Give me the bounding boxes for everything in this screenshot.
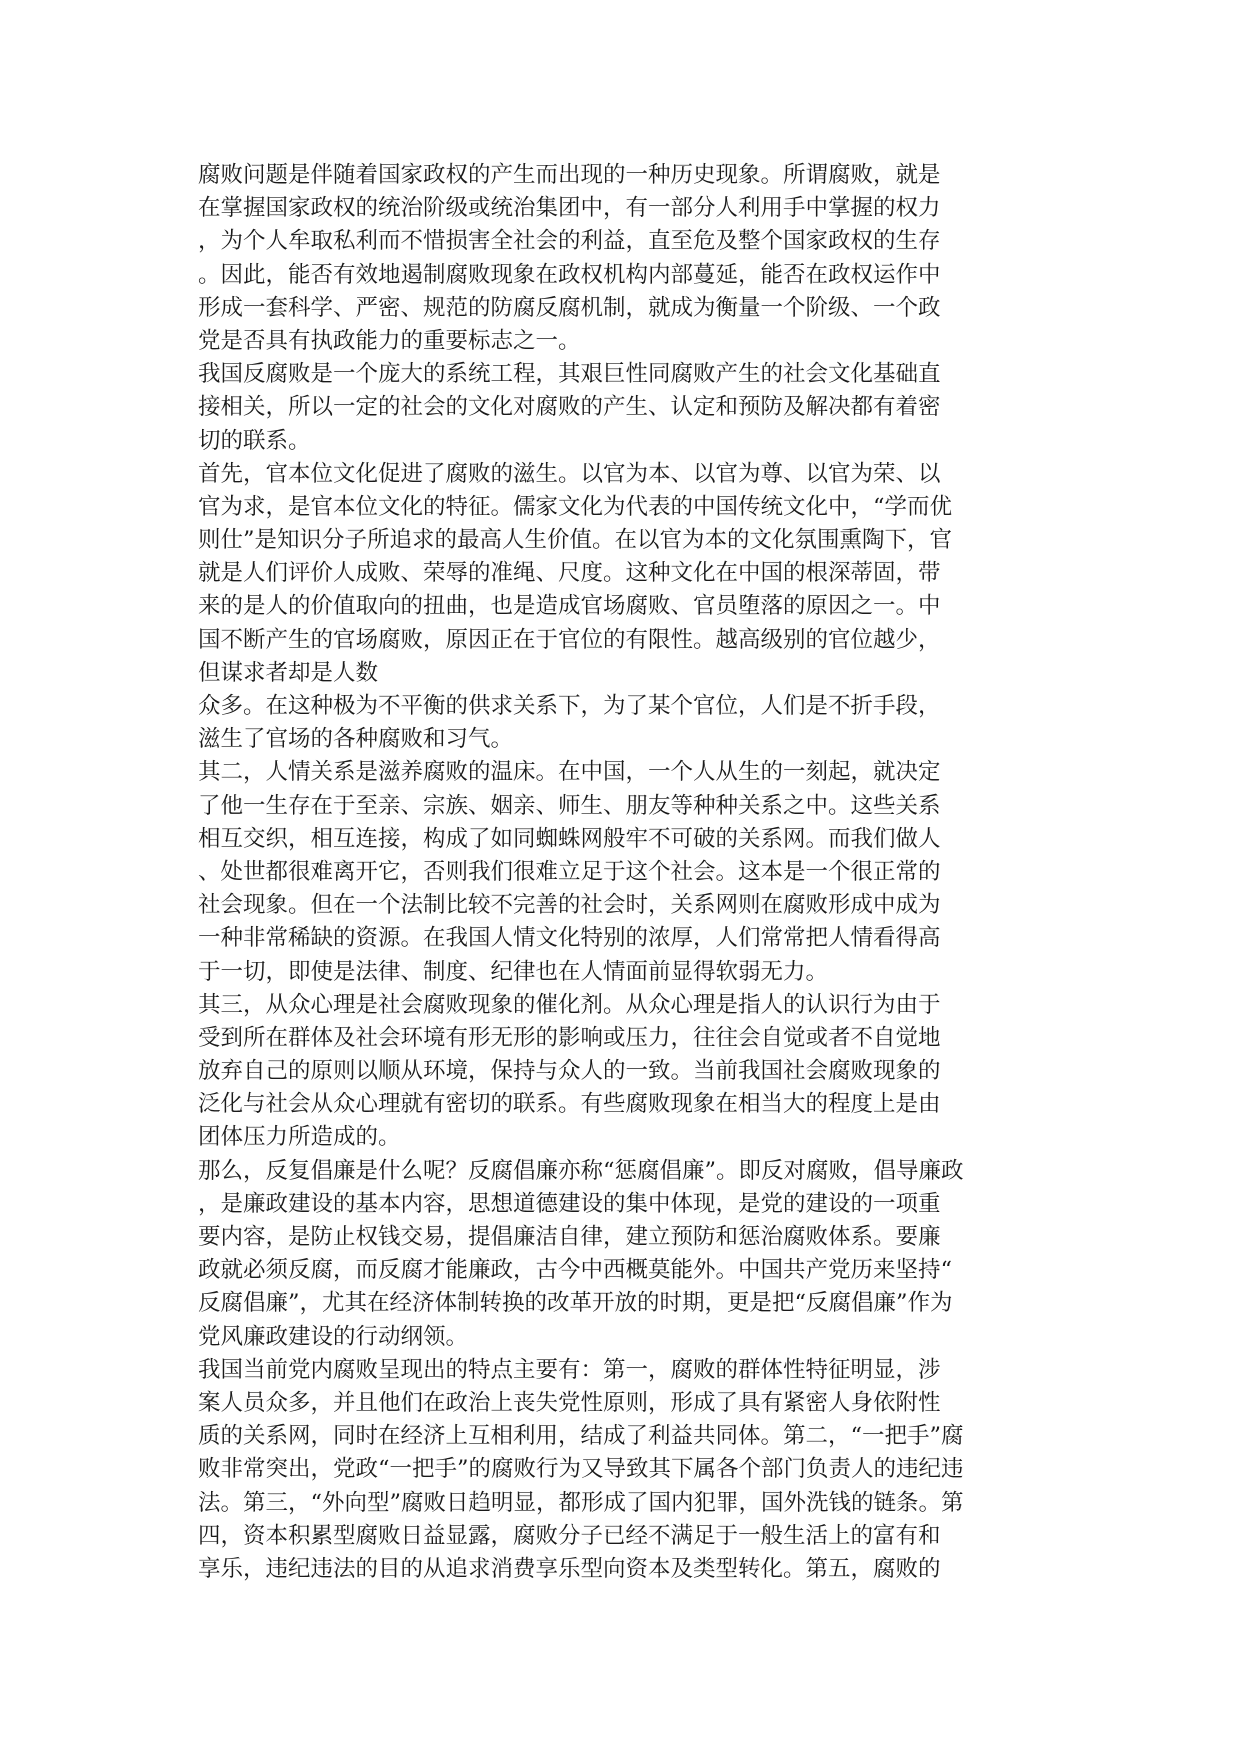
text-line: 我国反腐败是一个庞大的系统工程，其艰巨性同腐败产生的社会文化基础直 [198,361,941,388]
text-line: 其三，从众心理是社会腐败现象的催化剂。从众心理是指人的认识行为由于 [198,991,941,1018]
text-line: 泛化与社会从众心理就有密切的联系。有些腐败现象在相当大的程度上是由 [198,1091,941,1118]
text-line: 法。第三，“外向型”腐败日趋明显，都形成了国内犯罪，国外洗钱的链条。第 [198,1489,964,1516]
text-line: 在掌握国家政权的统治阶级或统治集团中，有一部分人利用手中掌握的权力 [198,195,941,222]
text-line: 众多。在这种极为不平衡的供求关系下，为了某个官位，人们是不折手段， [198,693,941,719]
text-line: 就是人们评价人成败、荣辱的准绳、尺度。这种文化在中国的根深蒂固，带 [198,560,941,587]
text-line: 那么，反复倡廉是什么呢？反腐倡廉亦称“惩腐倡廉”。即反对腐败，倡导廉政 [198,1157,964,1184]
text-line: 国不断产生的官场腐败，原因正在于官位的有限性。越高级别的官位越少， [198,626,941,653]
text-line: 败非常突出，党政“一把手”的腐败行为又导致其下属各个部门负责人的违纪违 [198,1456,964,1483]
text-line: 政就必须反腐，而反腐才能廉政，古今中西概莫能外。中国共产党历来坚持“ [198,1257,953,1284]
text-line: 其二，人情关系是滋养腐败的温床。在中国，一个人从生的一刻起，就决定 [198,759,941,786]
text-line: 要内容，是防止权钱交易，提倡廉洁自律，建立预防和惩治腐败体系。要廉 [198,1224,941,1250]
text-line: 一种非常稀缺的资源。在我国人情文化特别的浓厚，人们常常把人情看得高 [198,925,941,952]
text-line: 首先，官本位文化促进了腐败的滋生。以官为本、以官为尊、以官为荣、以 [198,460,941,487]
text-line: ，是廉政建设的基本内容，思想道德建设的集中体现，是党的建设的一项重 [198,1190,941,1217]
text-line: 四，资本积累型腐败日益显露，腐败分子已经不满足于一般生活上的富有和 [198,1522,941,1549]
text-line: 、处世都很难离开它，否则我们很难立足于这个社会。这本是一个很正常的 [198,858,941,885]
text-line: 滋生了官场的各种腐败和习气。 [198,726,514,753]
text-line: 社会现象。但在一个法制比较不完善的社会时，关系网则在腐败形成中成为 [198,892,941,919]
document-body [198,159,1038,1586]
text-line: 接相关，所以一定的社会的文化对腐败的产生、认定和预防及解决都有着密 [198,394,941,421]
text-line: 腐败问题是伴随着国家政权的产生而出现的一种历史现象。所谓腐败，就是 [198,162,941,188]
text-line: 则仕”是知识分子所追求的最高人生价值。在以官为本的文化氛围熏陶下，官 [198,527,953,554]
text-line: 质的关系网，同时在经济上互相利用，结成了利益共同体。第二，“一把手”腐 [198,1423,964,1450]
text-line: 于一切，即使是法律、制度、纪律也在人情面前显得软弱无力。 [198,958,829,985]
text-line: 我国当前党内腐败呈现出的特点主要有：第一，腐败的群体性特征明显，涉 [198,1356,941,1383]
text-line: 放弃自己的原则以顺从环境，保持与众人的一致。当前我国社会腐败现象的 [198,1058,941,1085]
text-line: 案人员众多，并且他们在政治上丧失党性原则，形成了具有紧密人身依附性 [198,1389,941,1416]
text-line: 反腐倡廉”，尤其在经济体制转换的改革开放的时期，更是把“反腐倡廉”作为 [198,1290,953,1317]
text-line: ，为个人牟取私利而不惜损害全社会的利益，直至危及整个国家政权的生存 [198,228,941,255]
text-line: 受到所在群体及社会环境有形无形的影响或压力，往往会自觉或者不自觉地 [198,1024,941,1051]
text-line: 形成一套科学、严密、规范的防腐反腐机制，就成为衡量一个阶级、一个政 [198,294,941,321]
text-line: 官为求，是官本位文化的特征。儒家文化为代表的中国传统文化中，“学而优 [198,493,953,520]
text-line: 。因此，能否有效地遏制腐败现象在政权机构内部蔓延，能否在政权运作中 [198,261,941,288]
text-line: 但谋求者却是人数 [198,659,379,686]
text-line: 团体压力所造成的。 [198,1124,401,1151]
text-line: 相互交织，相互连接，构成了如同蜘蛛网般牢不可破的关系网。而我们做人 [198,825,941,852]
text-line: 了他一生存在于至亲、宗族、姻亲、师生、朋友等种种关系之中。这些关系 [198,792,941,819]
text-line: 党是否具有执政能力的重要标志之一。 [198,327,581,354]
text-line: 党风廉政建设的行动纲领。 [198,1323,469,1350]
text-line: 享乐，违纪违法的目的从追求消费享乐型向资本及类型转化。第五，腐败的 [198,1555,941,1582]
text-line: 切的联系。 [198,427,311,454]
text-line: 来的是人的价值取向的扭曲，也是造成官场腐败、官员堕落的原因之一。中 [198,593,941,620]
